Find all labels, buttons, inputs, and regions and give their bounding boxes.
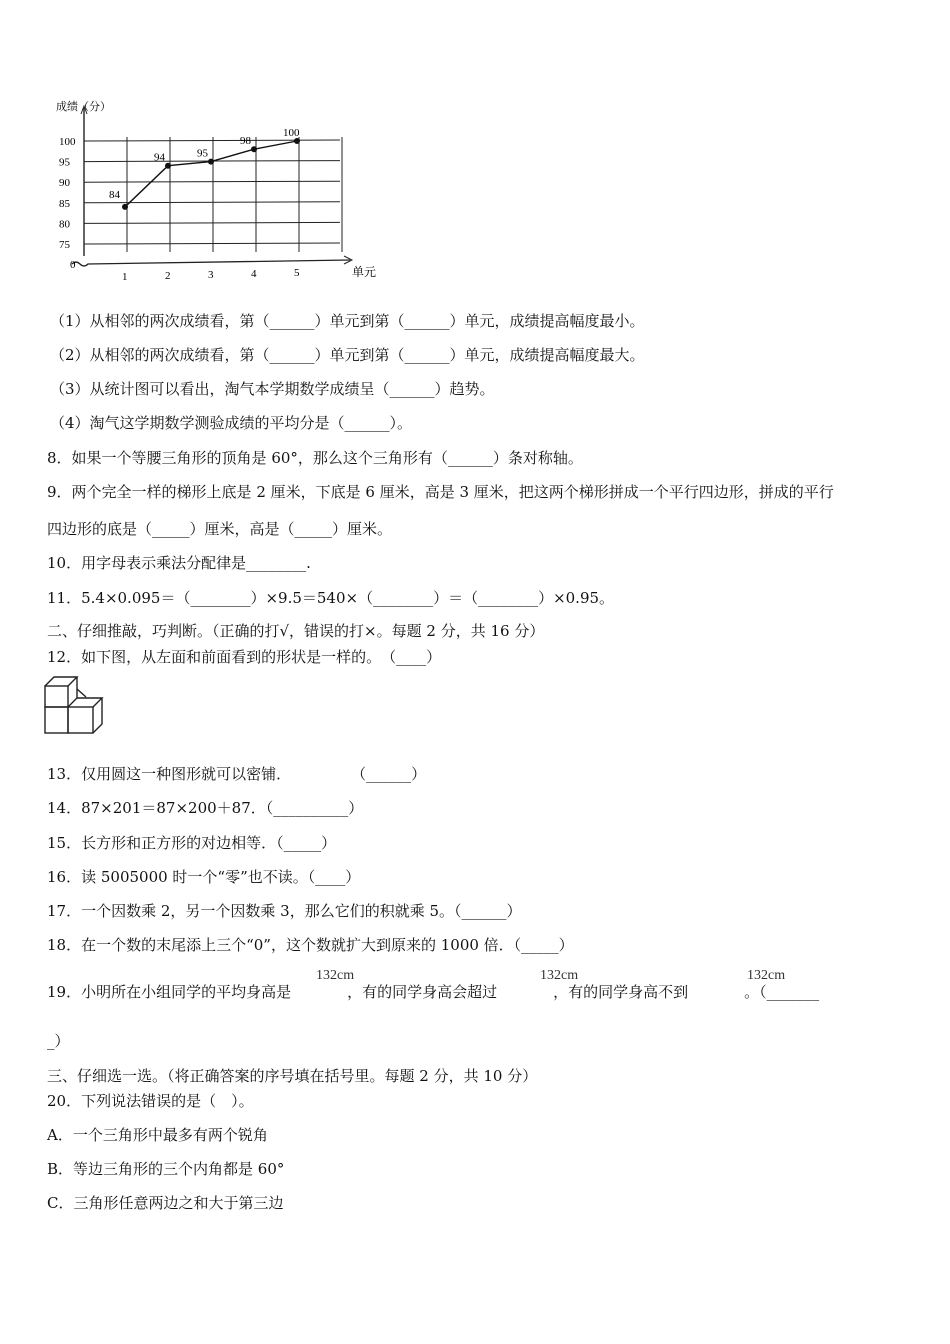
data-point [122, 204, 128, 210]
question-19-end: _） [47, 1032, 70, 1050]
option-c: C．三角形任意两边之和大于第三边 [47, 1194, 284, 1212]
question-13: 13．仅用圆这一种图形就可以密铺． （______） [47, 765, 427, 783]
q19-height-value-1: 132cm [316, 968, 355, 983]
x-tick-label: 5 [294, 267, 300, 279]
q19-height-value-3: 132cm [747, 968, 786, 983]
q19-part1: 19．小明所在小组同学的平均身高是 [47, 983, 292, 1001]
chart-grid [84, 137, 342, 252]
question-18: 18．在一个数的末尾添上三个“0”，这个数就扩大到原来的 1000 倍．（_____） [47, 936, 574, 954]
y-tick-label: 100 [59, 136, 76, 148]
y-tick-label: 85 [59, 197, 70, 210]
y-tick-label: 90 [59, 177, 70, 190]
question-9-line2: 四边形的底是（_____）厘米，高是（_____）厘米。 [47, 520, 393, 538]
x-axis-label: 单元 [352, 265, 377, 279]
series-line [125, 141, 297, 207]
question-20: 20．下列说法错误的是（ ）。 [47, 1092, 254, 1110]
data-label: 84 [109, 188, 120, 201]
data-point [165, 163, 171, 169]
question-10: 10．用字母表示乘法分配律是________. [47, 554, 311, 572]
grid-line-h [84, 202, 340, 203]
y-tick-label: 95 [59, 156, 70, 169]
cube-stack-figure [44, 675, 108, 739]
question-11: 11．5.4×0.095＝（________）×9.5＝540×（________）＝（________）×0.95。 [47, 589, 615, 607]
x-tick-label: 4 [251, 268, 257, 280]
question-12: 12．如下图，从左面和前面看到的形状是一样的。 （____） [47, 648, 442, 666]
question-7-1: （1）从相邻的两次成绩看，第（______）单元到第（______）单元，成绩提高幅度最小。 [50, 312, 645, 330]
y-axis-label: 成绩（分） [56, 101, 111, 113]
question-7-2: （2）从相邻的两次成绩看，第（______）单元到第（______）单元，成绩提高幅度最大。 [50, 346, 645, 364]
question-14: 14．87×201＝87×200＋87．（__________） [47, 799, 364, 817]
x-axis [72, 260, 350, 266]
option-a: A．一个三角形中最多有两个锐角 [47, 1126, 268, 1144]
data-label: 98 [240, 135, 251, 148]
y-tick-label: 75 [59, 239, 70, 251]
q19-height-value-2: 132cm [540, 968, 579, 983]
question-7-3: （3）从统计图可以看出，淘气本学期数学成绩呈（______）趋势。 [50, 380, 495, 398]
question-19 [47, 982, 819, 1002]
y-tick-label: 0 [70, 259, 76, 271]
chart-series [109, 127, 300, 210]
data-label: 94 [154, 151, 165, 164]
grid-line-h [84, 181, 340, 182]
option-b: B．等边三角形的三个内角都是 60° [47, 1160, 285, 1178]
question-9-line1: 9．两个完全一样的梯形上底是 2 厘米，下底是 6 厘米，高是 3 厘米，把这两个梯形拼成一个平行四边形，拼成的平行 [47, 483, 834, 501]
question-17: 17．一个因数乘 2，另一个因数乘 3，那么它们的积就乘 5。（______） [47, 902, 522, 920]
score-line-chart [40, 92, 400, 287]
x-tick-label: 2 [165, 270, 171, 282]
question-8: 8．如果一个等腰三角形的顶角是 60°，那么这个三角形有（______）条对称轴。 [47, 449, 583, 467]
section-2-heading: 二、仔细推敲，巧判断。（正确的打√，错误的打×。每题 2 分，共 16 分） [47, 622, 545, 640]
question-16: 16．读 5005000 时一个“零”也不读。（____） [47, 868, 361, 886]
grid-line-h [84, 243, 340, 244]
data-label: 95 [197, 147, 208, 160]
question-7-4: （4）淘气这学期数学测验成绩的平均分是（______）。 [50, 414, 413, 432]
data-point [208, 159, 214, 165]
x-tick-label: 1 [122, 271, 128, 283]
x-tick-label: 3 [208, 269, 214, 281]
data-point [251, 146, 257, 152]
data-label: 100 [283, 127, 300, 139]
y-tick-label: 80 [59, 218, 70, 231]
question-15: 15．长方形和正方形的对边相等．（_____） [47, 834, 337, 852]
chart-axes [72, 106, 352, 266]
q19-part4: 。（_______ [744, 983, 820, 1001]
q19-part3: ，有的同学身高不到 [553, 983, 689, 1001]
grid-line-h [84, 222, 340, 223]
section-3-heading: 三、仔细选一选。（将正确答案的序号填在括号里。每题 2 分，共 10 分） [47, 1067, 538, 1085]
q19-part2: ，有的同学身高会超过 [347, 983, 498, 1001]
grid-line-h [84, 140, 340, 141]
